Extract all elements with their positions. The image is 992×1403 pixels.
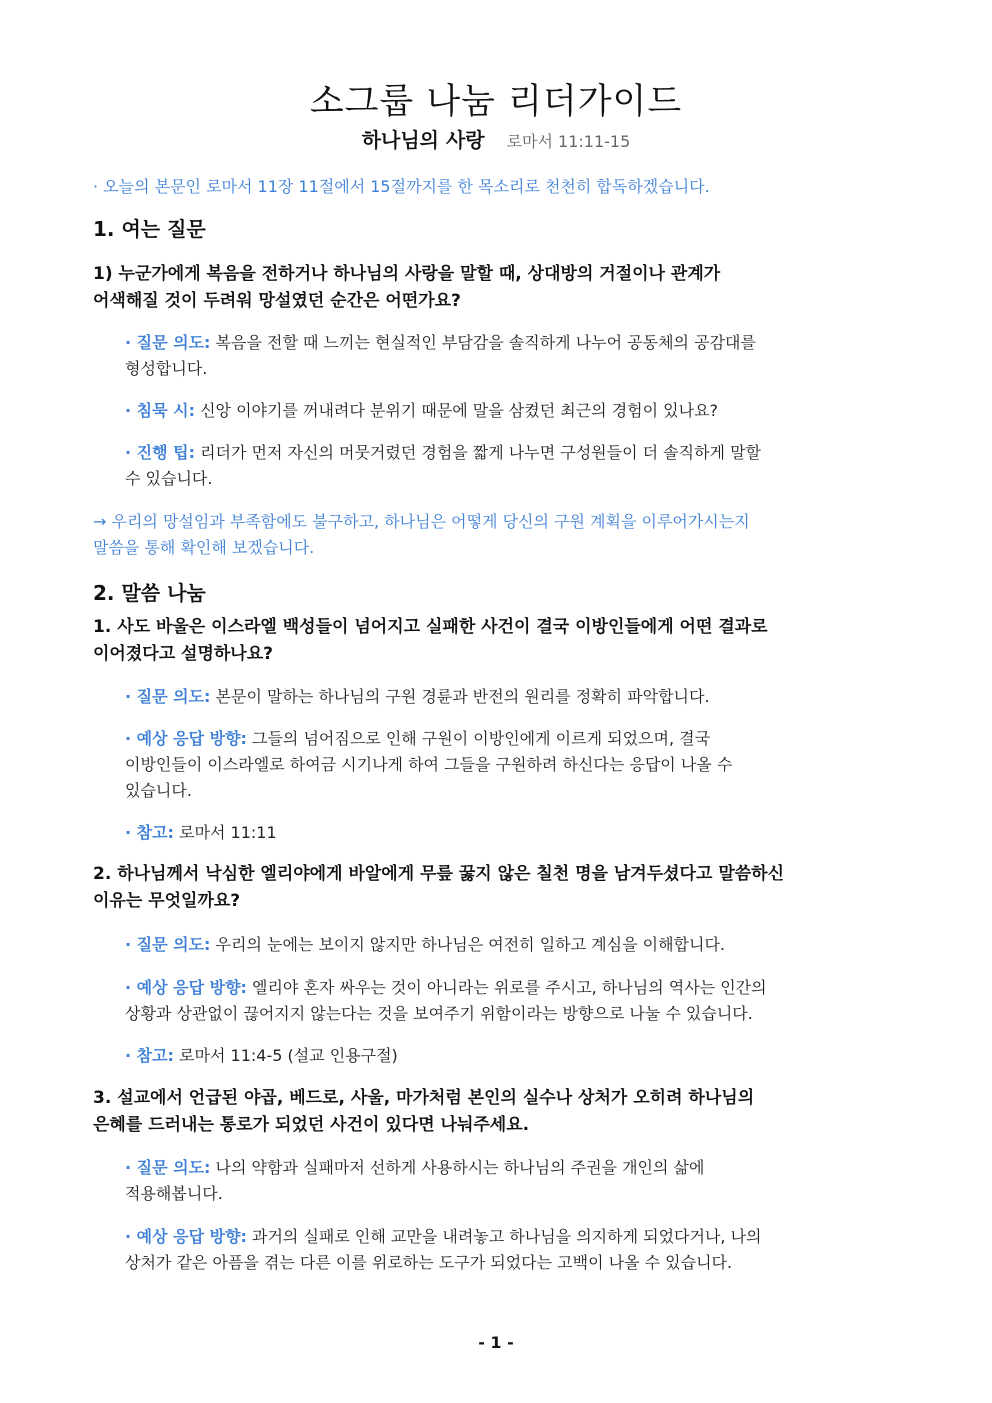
item-label: · 예상 응답 방향: [125, 1227, 247, 1246]
transition-text: → 우리의 망설임과 부족함에도 불구하고, 하나님은 어떻게 당신의 구원 계획을 이루어가시는지 말씀을 통해 확인해 보겠습니다. [93, 512, 750, 557]
question-intent: · 질문 의도: 나의 약함과 실패마저 선하게 사용하시는 하나님의 주권을 개인의 삶에 적용해봅니다. [125, 1158, 705, 1203]
silence-prompt: · 침묵 시: 신앙 이야기를 꺼내려다 분위기 때문에 말을 삼켰던 최근의 경험이 있나요? [125, 401, 719, 420]
discussion-question-1: 1. 사도 바울은 이스라엘 백성들이 넘어지고 실패한 사건이 결국 이방인들에게 어떤 결과로 이어졌다고 설명하나요? [93, 617, 768, 664]
subtitle-row [0, 124, 992, 153]
reference-note: · 참고: 로마서 11:4-5 (설교 인용구절) [125, 1046, 398, 1065]
item-label: · 침묵 시: [125, 401, 195, 420]
section-heading-opening: 1. 여는 질문 [93, 217, 206, 241]
item-label: · 예상 응답 방향: [125, 729, 247, 748]
item-label: · 질문 의도: [125, 935, 211, 954]
item-label: · 참고: [125, 823, 174, 842]
item-label: · 질문 의도: [125, 1158, 211, 1177]
page-title: 소그룹 나눔 리더가이드 [309, 82, 683, 122]
expected-answer: · 예상 응답 방향: 그들의 넘어짐으로 인해 구원이 이방인에게 이르게 되었으며, 결국 이방인들이 이스라엘로 하여금 시기나게 하여 그들을 구원하려 하신다는 응답이 나올 수 있습니다. [125, 729, 733, 800]
reference-note: · 참고: 로마서 11:11 [125, 823, 277, 842]
question-intent: · 질문 의도: 본문이 말하는 하나님의 구원 경륜과 반전의 원리를 정확히 파악합니다. [125, 687, 710, 706]
item-label: · 질문 의도: [125, 687, 211, 706]
opening-question: 1) 누군가에게 복음을 전하거나 하나님의 사랑을 말할 때, 상대방의 거절이나 관계가 어색해질 것이 두려워 망설였던 순간은 어떤가요? [93, 264, 721, 311]
item-label: · 참고: [125, 1046, 174, 1065]
question-intent: · 질문 의도: 우리의 눈에는 보이지 않지만 하나님은 여전히 일하고 계심을 이해합니다. [125, 935, 725, 954]
item-label: · 예상 응답 방향: [125, 978, 247, 997]
question-intent: · 질문 의도: 복음을 전할 때 느끼는 현실적인 부담감을 솔직하게 나누어 공동체의 공감대를 형성합니다. [125, 333, 756, 378]
item-label: · 진행 팁: [125, 443, 195, 462]
page-number: - 1 - [478, 1333, 514, 1352]
sermon-title: 하나님의 사랑 [361, 128, 485, 152]
item-label: · 질문 의도: [125, 333, 211, 352]
scripture-reference: 로마서 11:11-15 [506, 132, 631, 151]
discussion-question-3: 3. 설교에서 언급된 야곱, 베드로, 사울, 마가처럼 본인의 실수나 상처가 오히려 하나님의 은혜를 드러내는 통로가 되었던 사건이 있다면 나눠주세요. [93, 1088, 755, 1135]
facilitation-tip: · 진행 팁: 리더가 먼저 자신의 머뭇거렸던 경험을 짧게 나누면 구성원들이 더 솔직하게 말할 수 있습니다. [125, 443, 761, 488]
section-heading-word: 2. 말씀 나눔 [93, 581, 206, 605]
expected-answer: · 예상 응답 방향: 엘리야 혼자 싸우는 것이 아니라는 위로를 주시고, 하나님의 역사는 인간의 상황과 상관없이 끊어지지 않는다는 것을 보여주기 위함이라는 방향으로 나눌 수 있습니다. [125, 978, 767, 1023]
reading-instruction: · 오늘의 본문인 로마서 11장 11절에서 15절까지를 한 목소리로 천천히 합독하겠습니다. [93, 177, 710, 196]
expected-answer: · 예상 응답 방향: 과거의 실패로 인해 교만을 내려놓고 하나님을 의지하게 되었다거나, 나의 상처가 같은 아픔을 겪는 다른 이를 위로하는 도구가 되었다는 고백이 나올 수 있습니다. [125, 1227, 762, 1272]
discussion-question-2: 2. 하나님께서 낙심한 엘리야에게 바알에게 무릎 꿇지 않은 칠천 명을 남겨두셨다고 말씀하신 이유는 무엇일까요? [93, 864, 785, 911]
